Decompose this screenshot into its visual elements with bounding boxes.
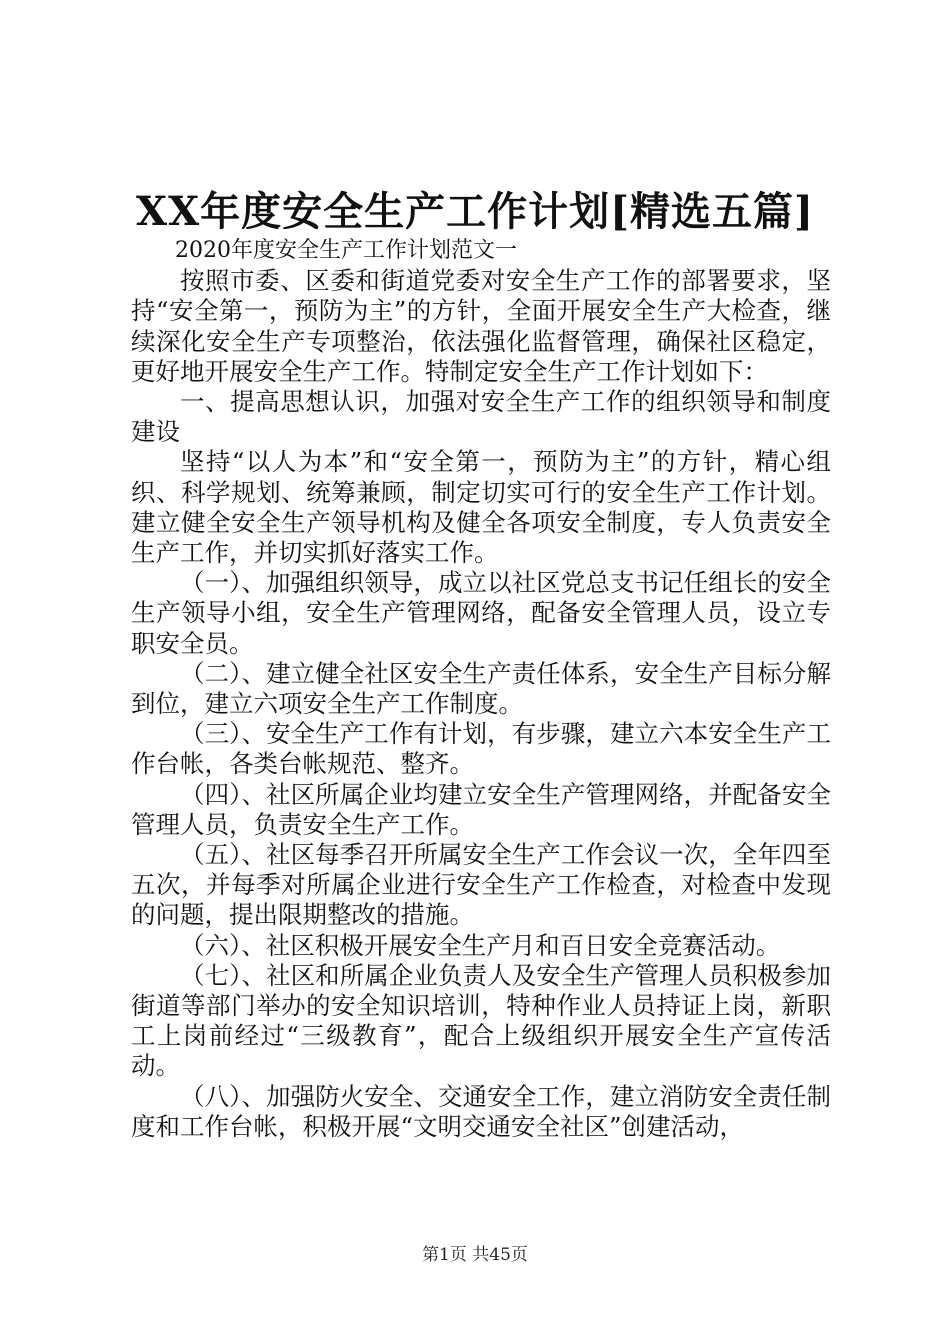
page-number-footer: 第1页 共45页: [422, 1245, 528, 1265]
paragraph: （六）、社区积极开展安全生产月和百日安全竞赛活动。: [180, 930, 781, 960]
section-subtitle: 2020年度安全生产工作计划范文一: [175, 238, 517, 263]
paragraph: （二）、建立健全社区安全生产责任体系，安全生产目标分解到位，建立六项安全生产工作制度。: [131, 658, 831, 719]
paragraph: （八）、加强防火安全、交通安全工作，建立消防安全责任制度和工作台帐，积极开展“文明交通安全社区”创建活动，: [131, 1081, 831, 1141]
paragraph: 坚持“以人为本”和“安全第一，预防为主”的方针，精心组织、科学规划、统筹兼顾，制定切实可行的安全生产工作计划。建立健全安全生产领导机构及健全各项安全制度，专人负责安全生产工作，并切实抓好落实工作。: [131, 447, 831, 568]
paragraph: （三）、安全生产工作有计划，有步骤，建立六本安全生产工作台帐，各类台帐规范、整齐。: [131, 719, 831, 779]
paragraph: （五）、社区每季召开所属安全生产工作会议一次，全年四至五次，并每季对所属企业进行安全生产工作检查，对检查中发现的问题，提出限期整改的措施。: [131, 840, 831, 930]
paragraph: （四）、社区所属企业均建立安全生产管理网络，并配备安全管理人员，负责安全生产工作。: [131, 779, 831, 839]
paragraph: （七）、社区和所属企业负责人及安全生产管理人员积极参加街道等部门举办的安全知识培训，特种作业人员持证上岗，新职工上岗前经过“三级教育”，配合上级组织开展安全生产宣传活动。: [131, 960, 831, 1081]
paragraph: （一）、加强组织领导，成立以社区党总支书记任组长的安全生产领导小组，安全生产管理网络，配备安全管理人员，设立专职安全员。: [131, 568, 831, 658]
paragraph: 按照市委、区委和街道党委对安全生产工作的部署要求，坚持“安全第一，预防为主”的方针，全面开展安全生产大检查，继续深化安全生产专项整治，依法强化监督管理，确保社区稳定，更好地开展安全生产工作。特制定安全生产工作计划如下：: [131, 266, 831, 386]
paragraph: 一、提高思想认识，加强对安全生产工作的组织领导和制度建设: [131, 387, 831, 447]
document-body: [131, 236, 831, 1142]
document-title: XX年度安全生产工作计划[精选五篇]: [136, 188, 814, 235]
